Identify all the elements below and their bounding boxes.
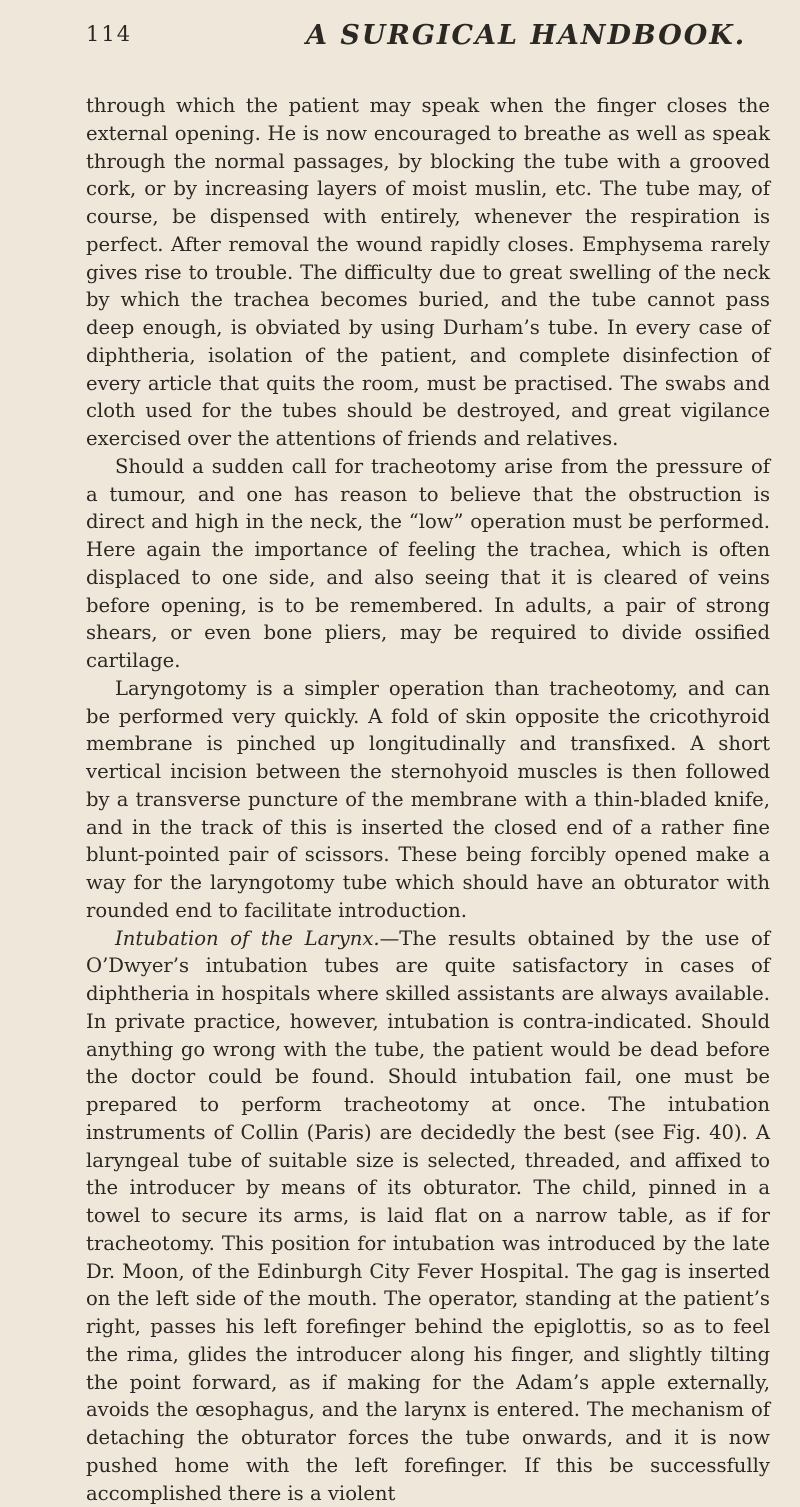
- paragraph-intubation: [86, 925, 770, 1507]
- intubation-heading: Intubation of the Larynx.: [115, 927, 380, 950]
- page-header: [86, 22, 770, 52]
- intubation-text: —The results obtained by the use of O’Dwyer’s intubation tubes are quite satisfactory in cases of diphtheria in hospitals where skilled assistants are always available. In private practice, however, intubation is contra-indicated. Should anything go wrong with the tube, the patient would be dead before the doctor could be found. Should intubation fail, one must be prepared to perform tracheotomy at once. The intubation instruments of Collin (Paris) are decidedly the best (see Fig. 40). A laryngeal tube of suitable size is selected, threaded, and affixed to the introducer by means of its obturator. The child, pinned in a towel to secure its arms, is laid flat on a narrow table, as if for tracheotomy. This position for intubation was introduced by the late Dr. Moon, of the Edinburgh City Fever Hospital. The gag is inserted on the left side of the mouth. The operator, standing at the patient’s right, passes his left forefinger behind the epiglottis, so as to feel the rima, glides the introducer along his finger, and slightly tilting the point forward, as if making for the Adam’s apple externally, avoids the œsophagus, and the larynx is entered. The mechanism of detaching the obturator forces the tube onwards, and it is now pushed home with the left forefinger. If this be successfully accomplished there is a violent: [86, 927, 770, 1505]
- paragraph-tracheotomy-aftercare: through which the patient may speak when the finger closes the external opening. He is now encouraged to breathe as well as speak through the normal passages, by blocking the tube with a grooved cork, or by increasing layers of moist muslin, etc. The tube may, of course, be dispensed with entirely, whenever the respiration is perfect. After removal the wound rapidly closes. Emphysema rarely gives rise to trouble. The difficulty due to great swelling of the neck by which the trachea becomes buried, and the tube cannot pass deep enough, is obviated by using Durham’s tube. In every case of diphtheria, isolation of the patient, and complete disinfection of every article that quits the room, must be practised. The swabs and cloth used for the tubes should be destroyed, and great vigilance exercised over the attentions of friends and relatives.: [86, 92, 770, 453]
- page-number: 114: [86, 22, 132, 46]
- paragraph-low-tracheotomy: Should a sudden call for tracheotomy arise from the pressure of a tumour, and one has reason to believe that the obstruction is direct and high in the neck, the “low” operation must be performed. Here again the importance of feeling the trachea, which is often displaced to one side, and also seeing that it is cleared of veins before opening, is to be remembered. In adults, a pair of strong shears, or even bone pliers, may be required to divide ossified cartilage.: [86, 453, 770, 675]
- running-title: A SURGICAL HANDBOOK.: [306, 20, 746, 51]
- paragraph-laryngotomy: Laryngotomy is a simpler operation than tracheotomy, and can be performed very quickly. A fold of skin opposite the cricothyroid membrane is pinched up longitudinally and transfixed. A short vertical incision between the sternohyoid muscles is then followed by a transverse puncture of the membrane with a thin-bladed knife, and in the track of this is inserted the closed end of a rather fine blunt-pointed pair of scissors. These being forcibly opened make a way for the laryngotomy tube which should have an obturator with rounded end to facilitate introduction.: [86, 675, 770, 925]
- page-body: [86, 92, 770, 1507]
